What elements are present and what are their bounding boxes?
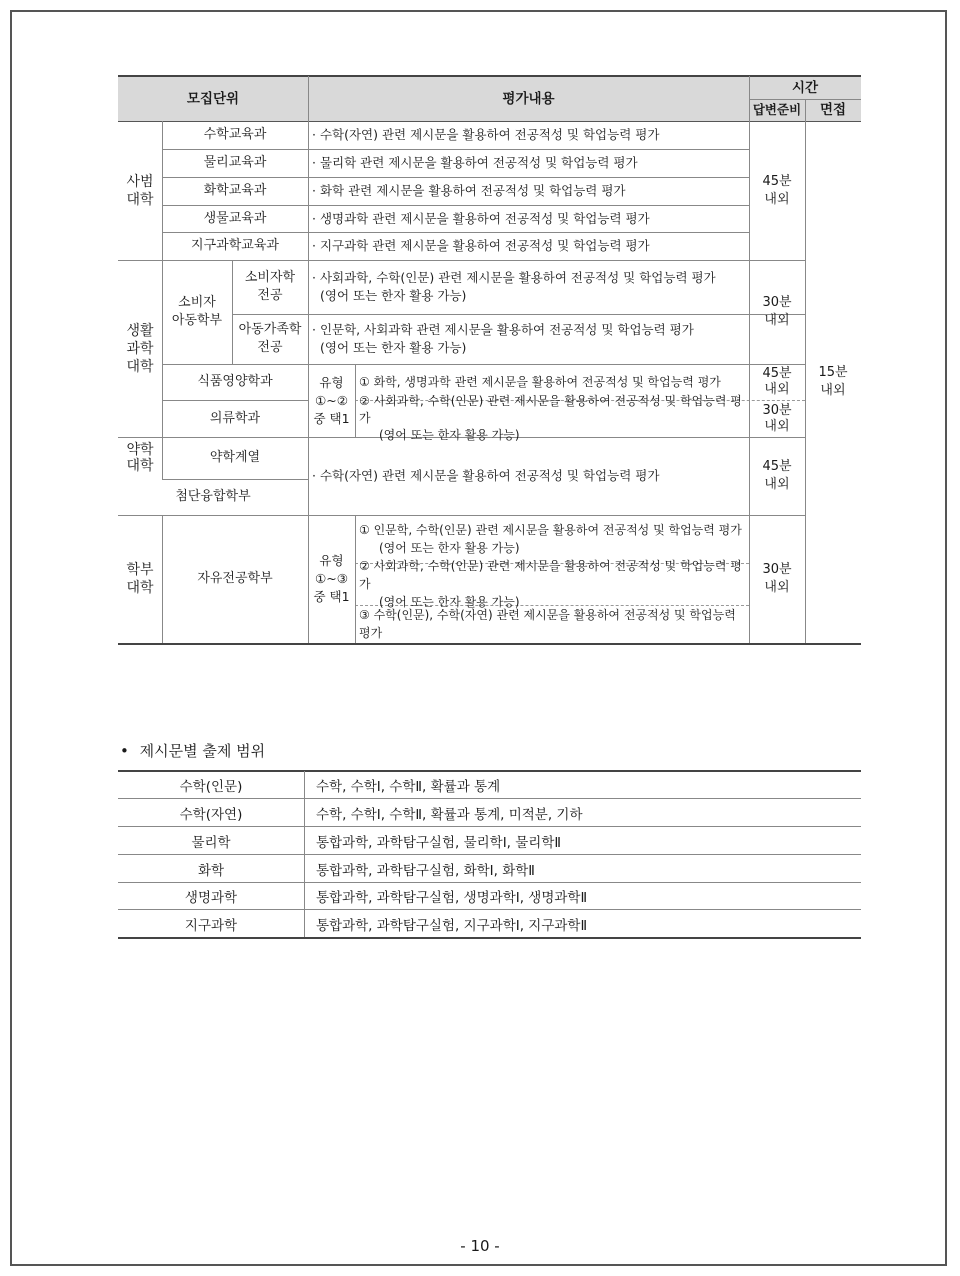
- subject-life-science: 생명과학: [184, 890, 238, 906]
- time-consumer: 30분 내외: [762, 295, 792, 328]
- range-life-science: 통합과학, 과학탐구실험, 생명과학Ⅰ, 생명과학Ⅱ: [316, 890, 588, 906]
- header-content: 평가내용: [308, 76, 749, 121]
- header-prep: 답변준비: [749, 99, 805, 121]
- header-interview: 면접: [805, 99, 861, 121]
- time-liberal: 30분 내외: [762, 562, 792, 595]
- dept-math-edu: 수학교육과: [203, 127, 267, 142]
- time-food: 45분 내외: [762, 366, 792, 397]
- page-number: - 10 -: [460, 1237, 500, 1255]
- interview-time: 15분 내외: [818, 365, 848, 398]
- subject-chemistry: 화학: [197, 862, 225, 879]
- header-time: 시간: [749, 76, 861, 99]
- content-earth-edu: · 지구과학 관련 제시문을 활용하여 전공적성 및 학업능력 평가: [312, 238, 650, 253]
- content-physics-edu: · 물리학 관련 제시문을 활용하여 전공적성 및 학업능력 평가: [312, 155, 638, 170]
- major-consumer: 소비자학 전공: [244, 270, 296, 303]
- content-liberal-option2: ② 사회과학, 수학(인문) 관련 제시문을 활용하여 전공적성 및 학업능력 평가 (영어 또는 한자 활용 가능): [359, 559, 742, 609]
- type-choice-1-3: 유형 ①~③ 중 택1: [313, 553, 350, 604]
- college-pharmacy: 약학 대학: [126, 442, 154, 474]
- college-human-ecology: 생활 과학 대학: [126, 322, 154, 375]
- content-pharmacy: · 수학(자연) 관련 제시문을 활용하여 전공적성 및 학업능력 평가: [312, 468, 660, 483]
- type-choice-1-2: 유형 ①~② 중 택1: [313, 374, 350, 426]
- range-physics: 통합과학, 과학탐구실험, 물리학Ⅰ, 물리학Ⅱ: [316, 834, 562, 851]
- section-title: • 제시문별 출제 범위: [120, 742, 266, 760]
- content-liberal-option3: ③ 수학(인문), 수학(자연) 관련 제시문을 활용하여 전공적성 및 학업능력 평가: [359, 608, 736, 640]
- range-earth-science: 통합과학, 과학탐구실험, 지구과학Ⅰ, 지구과학Ⅱ: [316, 917, 588, 934]
- time-pharmacy: 45분 내외: [762, 459, 792, 492]
- dept-bio-edu: 생물교육과: [203, 210, 267, 226]
- dept-advanced-convergence: 첨단융합학부: [175, 489, 251, 504]
- content-liberal-option1: ① 인문학, 수학(인문) 관련 제시문을 활용하여 전공적성 및 학업능력 평가 (영어 또는 한자 활용 가능): [359, 523, 742, 555]
- content-chem-edu: · 화학 관련 제시문을 활용하여 전공적성 및 학업능력 평가: [312, 183, 626, 198]
- subject-earth-science: 지구과학: [184, 917, 238, 934]
- dept-physics-edu: 물리교육과: [203, 155, 267, 170]
- time-education: 45분 내외: [762, 173, 792, 207]
- content-bio-edu: · 생명과학 관련 제시문을 활용하여 전공적성 및 학업능력 평가: [312, 210, 650, 226]
- content-consumer: · 사회과학, 수학(인문) 관련 제시문을 활용하여 전공적성 및 학업능력 평가 (영어 또는 한자 활용 가능): [312, 270, 716, 303]
- subject-math-humanities: 수학(인문): [179, 778, 243, 795]
- content-child-family: · 인문학, 사회과학 관련 제시문을 활용하여 전공적성 및 학업능력 평가 (영어 또는 한자 활용 가능): [312, 322, 694, 355]
- subject-math-natural: 수학(자연): [179, 806, 243, 823]
- dept-pharmacy: 약학계열: [209, 450, 261, 465]
- major-child-family: 아동가족학 전공: [238, 322, 302, 355]
- range-math-natural: 수학, 수학Ⅰ, 수학Ⅱ, 확률과 통계, 미적분, 기하: [316, 806, 583, 823]
- dept-chem-edu: 화학교육과: [203, 183, 267, 198]
- college-education: 사범 대학: [126, 173, 154, 208]
- content-math-edu: · 수학(자연) 관련 제시문을 활용하여 전공적성 및 학업능력 평가: [312, 127, 660, 142]
- time-clothing: 30분 내외: [762, 402, 792, 434]
- subject-physics: 물리학: [191, 834, 231, 851]
- dept-clothing: 의류학과: [209, 410, 261, 426]
- dept-food-nutrition: 식품영양학과: [197, 374, 273, 389]
- dept-earth-edu: 지구과학교육과: [191, 238, 279, 253]
- range-chemistry: 통합과학, 과학탐구실험, 화학Ⅰ, 화학Ⅱ: [316, 862, 535, 879]
- content-food-option1: ① 화학, 생명과학 관련 제시문을 활용하여 전공적성 및 학업능력 평가: [359, 375, 721, 389]
- range-math-humanities: 수학, 수학Ⅰ, 수학Ⅱ, 확률과 통계: [316, 778, 501, 795]
- dept-liberal-studies: 자유전공학부: [197, 571, 273, 586]
- content-clothing-option2: ② 사회과학, 수학(인문) 관련 제시문을 활용하여 전공적성 및 학업능력 평가 (영어 또는 한자 활용 가능): [359, 394, 742, 442]
- college-undergrad: 학부 대학: [126, 562, 154, 596]
- header-unit: 모집단위: [118, 76, 308, 121]
- school-consumer-child: 소비자 아동학부: [171, 295, 223, 328]
